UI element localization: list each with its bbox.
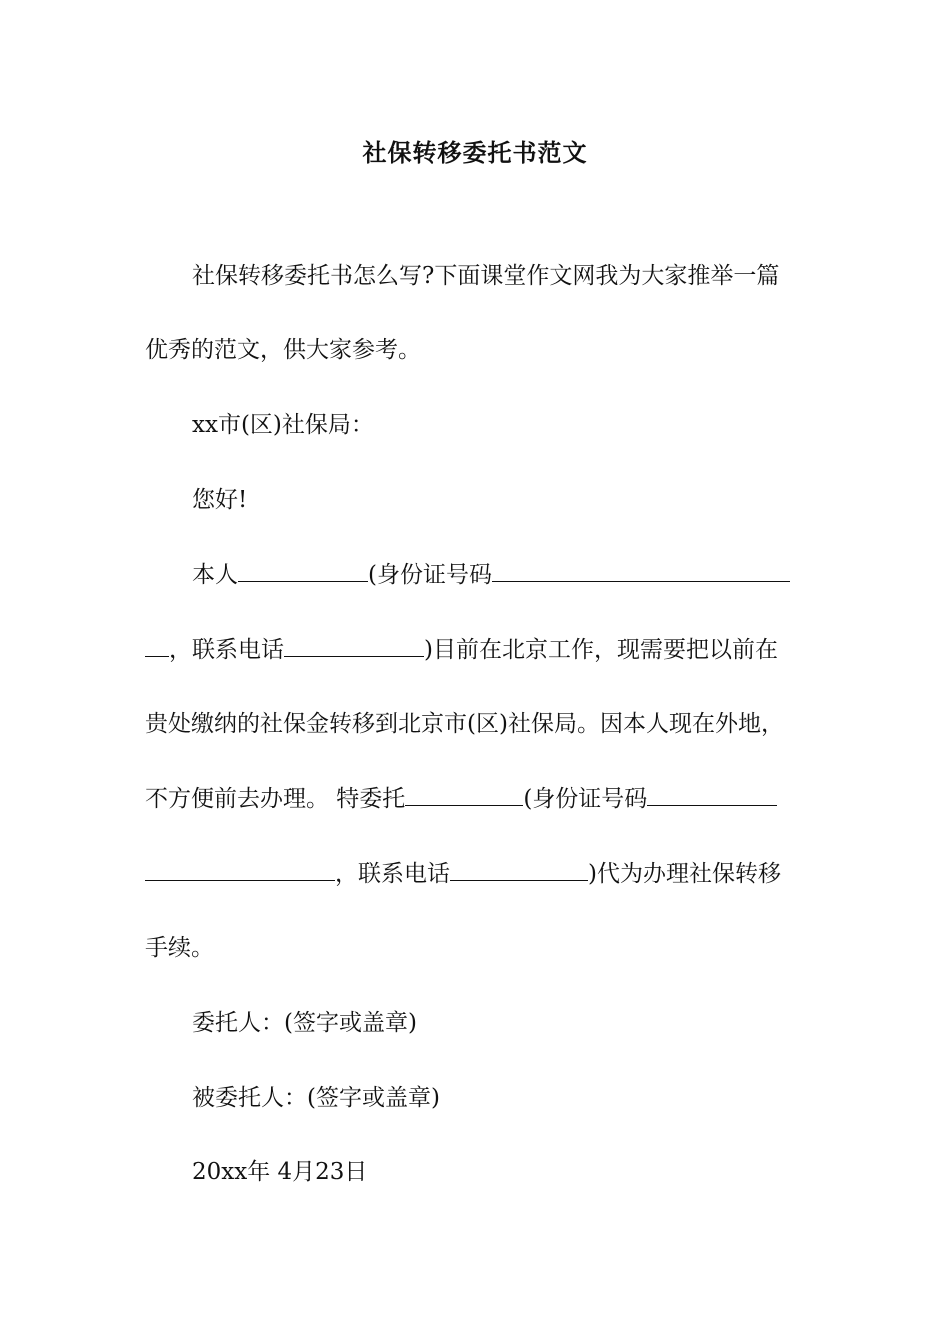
body-line-2 xyxy=(145,630,825,670)
body-text-entrust: 不方便前去办理。 特委托 xyxy=(145,786,406,812)
agent-name-blank[interactable] xyxy=(405,779,523,806)
id-number-blank[interactable] xyxy=(492,555,790,582)
body-line-4 xyxy=(145,779,825,819)
body-text-phone-label: ，联系电话 xyxy=(169,637,284,663)
document-title: 社保转移委托书范文 xyxy=(362,138,588,167)
greeting: 您好! xyxy=(192,487,248,513)
intro-line-1: 社保转移委托书怎么写?下面课堂作文网我为大家推举一篇 xyxy=(192,263,780,289)
body-line-6: 手续。 xyxy=(145,935,214,961)
phone-blank[interactable] xyxy=(284,630,424,657)
body-line-5 xyxy=(145,854,825,894)
agent-id-blank[interactable] xyxy=(647,779,777,806)
name-blank[interactable] xyxy=(238,555,368,582)
agent-phone-blank[interactable] xyxy=(450,854,588,881)
body-text-work: )目前在北京工作，现需要把以前在 xyxy=(424,637,778,663)
body-text-id-label: (身份证号码 xyxy=(368,562,492,588)
body-text-agent-phone-label: ，联系电话 xyxy=(335,861,450,887)
agent-line: 被委托人：(签字或盖章) xyxy=(192,1085,440,1111)
agent-id-blank-continued[interactable] xyxy=(145,854,335,881)
body-text-transfer: )代为办理社保转移 xyxy=(588,861,781,887)
body-line-1 xyxy=(192,555,832,595)
intro-line-2: 优秀的范文，供大家参考。 xyxy=(145,337,421,363)
body-line-3: 贵处缴纳的社保金转移到北京市(区)社保局。因本人现在外地， xyxy=(145,711,784,737)
body-text-agent-id-label: (身份证号码 xyxy=(523,786,648,812)
date-line: 20xx年 4月23日 xyxy=(192,1159,368,1185)
signer-line: 委托人：(签字或盖章) xyxy=(192,1010,417,1036)
body-text-self: 本人 xyxy=(192,562,238,588)
id-number-blank-continued[interactable] xyxy=(145,630,169,657)
salutation: xx市(区)社保局： xyxy=(192,412,374,438)
